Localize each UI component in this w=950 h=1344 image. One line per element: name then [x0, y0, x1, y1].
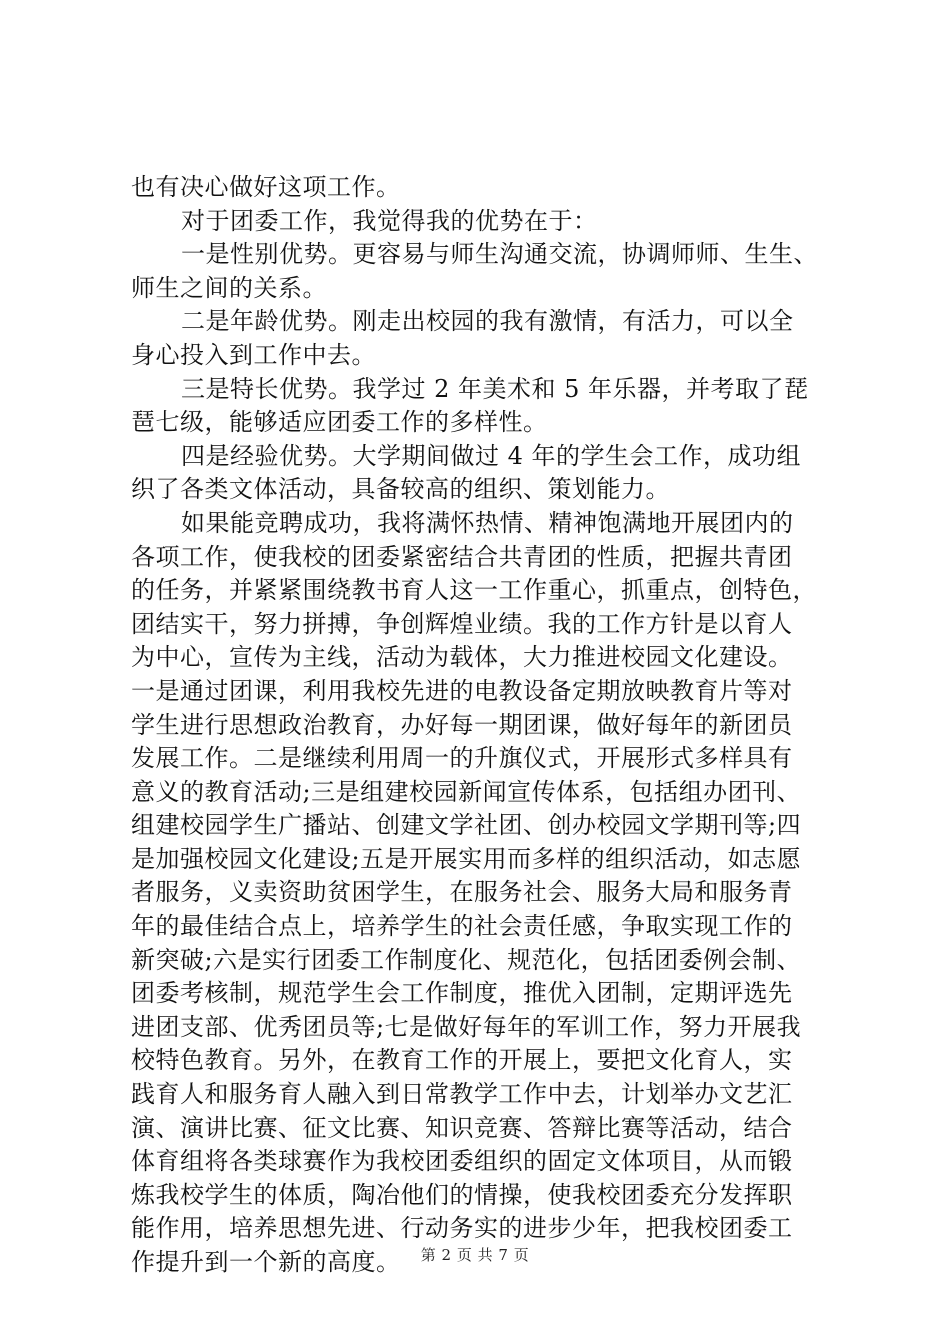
- text-line: 师生之间的关系。: [131, 273, 327, 302]
- text-line: 团结实干，努力拼搏，争创辉煌业绩。我的工作方针是以育人: [131, 609, 793, 638]
- text-line: 年的最佳结合点上，培养学生的社会责任感，争取实现工作的: [131, 912, 793, 941]
- text-line: 践育人和服务育人融入到日常教学工作中去，计划举办文艺汇: [131, 1080, 793, 1109]
- text-line: 是加强校园文化建设;五是开展实用而多样的组织活动，如志愿: [131, 844, 802, 873]
- text-line: 学生进行思想政治教育，办好每一期团课，做好每年的新团员: [131, 710, 793, 739]
- text-line: 的任务，并紧紧围绕教书育人这一工作重心，抓重点，创特色，: [131, 576, 817, 605]
- page-number-footer: 第 2 页 共 7 页: [420, 1246, 530, 1264]
- text-line: 一是性别优势。更容易与师生沟通交流，协调师师、生生、: [181, 240, 818, 269]
- text-line: 琶七级，能够适应团委工作的多样性。: [131, 408, 548, 437]
- text-line: 演、演讲比赛、征文比赛、知识竞赛、答辩比赛等活动，结合: [131, 1113, 793, 1142]
- text-line: 如果能竞聘成功，我将满怀热情、精神饱满地开展团内的: [181, 508, 794, 537]
- text-line: 校特色教育。另外，在教育工作的开展上，要把文化育人，实: [131, 1046, 793, 1075]
- text-line: 各项工作，使我校的团委紧密结合共青团的性质，把握共青团: [131, 542, 793, 571]
- text-line: 组建校园学生广播站、创建文学社团、创办校园文学期刊等;四: [131, 811, 802, 840]
- text-line: 新突破;六是实行团委工作制度化、规范化，包括团委例会制、: [131, 945, 802, 974]
- text-line: 对于团委工作，我觉得我的优势在于：: [181, 206, 598, 235]
- text-line: 身心投入到工作中去。: [131, 340, 376, 369]
- text-line: 团委考核制，规范学生会工作制度，推优入团制，定期评选先: [131, 979, 793, 1008]
- text-line: 能作用，培养思想先进、行动务实的进步少年，把我校团委工: [131, 1214, 793, 1243]
- text-line: 一是通过团课，利用我校先进的电教设备定期放映教育片等对: [131, 676, 793, 705]
- document-body: [131, 171, 831, 1280]
- text-line: 二是年龄优势。刚走出校园的我有激情，有活力，可以全: [181, 307, 794, 336]
- text-line: 发展工作。二是继续利用周一的升旗仪式，开展形式多样具有: [131, 744, 793, 773]
- text-line: 进团支部、优秀团员等;七是做好每年的军训工作，努力开展我: [131, 1012, 802, 1041]
- text-line: 意义的教育活动;三是组建校园新闻宣传体系，包括组办团刊、: [131, 777, 802, 806]
- text-line: 体育组将各类球赛作为我校团委组织的固定文体项目，从而锻: [131, 1147, 793, 1176]
- text-line: 织了各类文体活动，具备较高的组织、策划能力。: [131, 475, 670, 504]
- text-line: 也有决心做好这项工作。: [131, 173, 401, 201]
- text-line: 为中心，宣传为主线，活动为载体，大力推进校园文化建设。: [131, 643, 793, 672]
- text-line: 炼我校学生的体质，陶冶他们的情操，使我校团委充分发挥职: [131, 1180, 793, 1209]
- text-line: 者服务，义卖资助贫困学生，在服务社会、服务大局和服务青: [131, 878, 793, 907]
- text-line: 三是特长优势。我学过 2 年美术和 5 年乐器，并考取了琵: [181, 374, 809, 403]
- text-line: 四是经验优势。大学期间做过 4 年的学生会工作，成功组: [181, 441, 802, 470]
- text-line: 作提升到一个新的高度。: [131, 1248, 401, 1276]
